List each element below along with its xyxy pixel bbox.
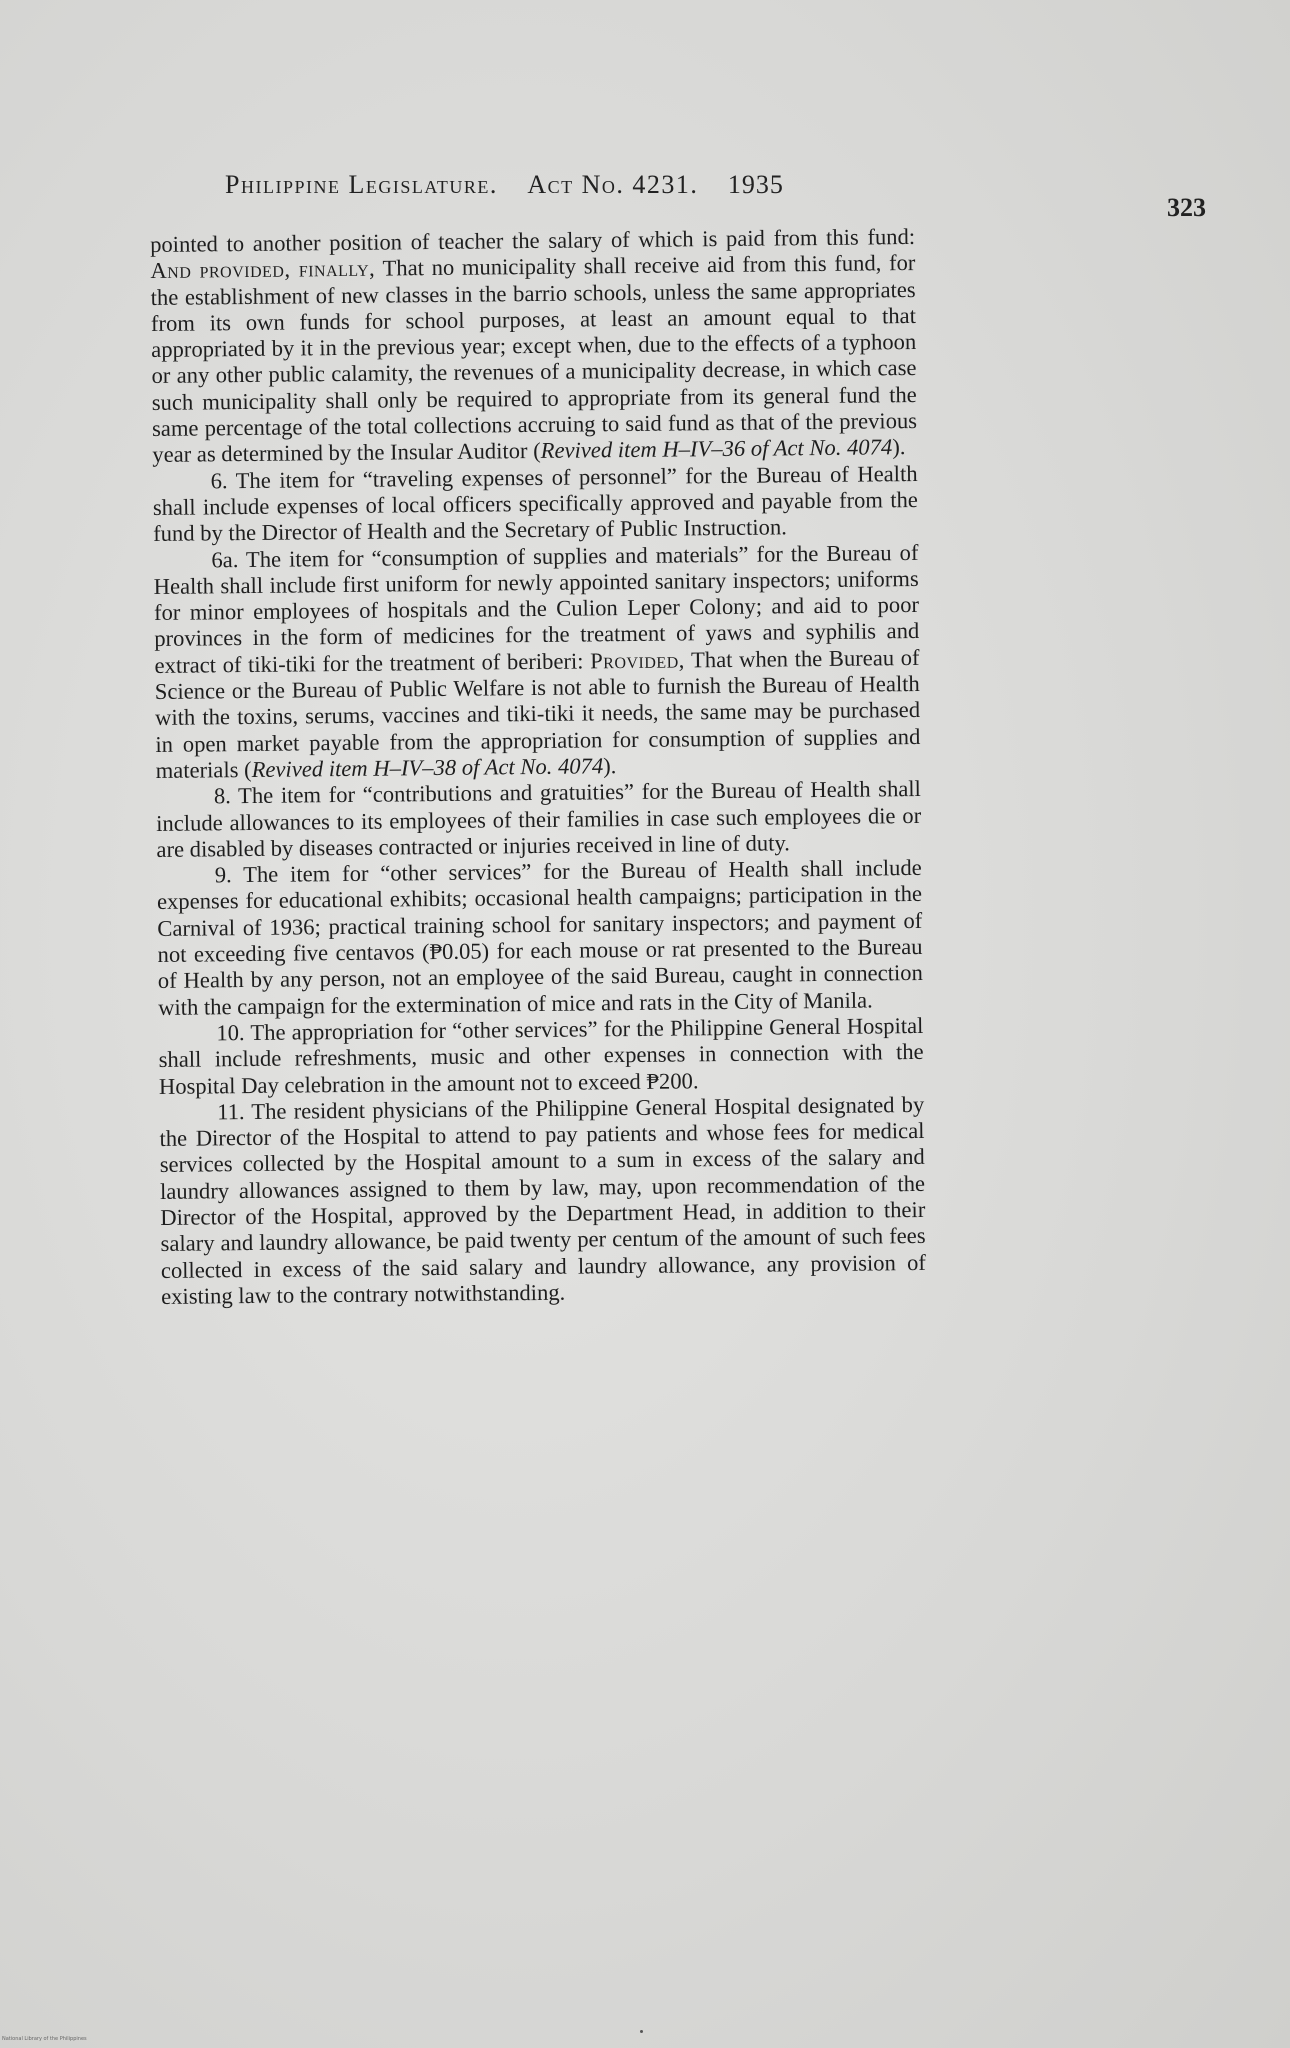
proviso-phrase: Provided, (589, 647, 685, 674)
text-run: 11. The resident physicians of the Philippine General Hospital designated by the Director of the Hospital to attend to pay patients and whose fees for medical services collected by the Hospital amount to a sum in excess of the salary and laundry allowances assigned to them by law, may, upon recommendation of the Director of the Hospital, approved by the Department Head, in addition to their salary and laundry allowance, be paid twenty per centum of the amount of such fees collected in excess of the said salary and laundry allowance, any provision of existing law to the contrary notwithstanding. (159, 1091, 926, 1309)
text-run: 10. The appropriation for “other services” for the Philippine General Hospital shall include refreshments, music and other expenses in connection with the Hospital Day celebration in the amount not to exceed ₱200. (158, 1012, 924, 1099)
text-run: 6a. The item for “consumption of supplies and materials” for the Bureau of Health shall include first uniform for newly appointed sanitary inspectors; uniforms for minor employees of hospitals and the Culion Leper Colony; and aid to poor provinces in the form of medicines for the treatment of yaws and syphilis and extract of tiki-tiki for the treatment of beriberi: (153, 539, 920, 678)
header-act: Act No. 4231. (527, 170, 699, 199)
text-run: 8. The item for “contributions and gratuities” for the Bureau of Health shall include allowances to its employees of their families in case such employees die or are disabled by diseases contracted or injuries received in line of duty. (156, 776, 922, 862)
text-run: 9. The item for “other services” for the Bureau of Health shall include expenses for educational exhibits; occasional health campaigns; participation in the Carnival of 1936; practical training school for sanitary inspectors; and payment of not exceeding five centavos (₱0.05) for each mouse or rat presented to the Bureau of Health by any person, not an employee of the said Bureau, caught in connection with the campaign for the extermination of mice and rats in the City of Manila. (156, 855, 923, 1020)
paragraph-6 (152, 461, 918, 548)
source-note: National Library of the Philippines (2, 2036, 87, 2042)
header-year: 1935 (727, 170, 784, 199)
page-number: 323 (1167, 193, 1206, 222)
running-header (225, 170, 865, 200)
text-run: That no municipality shall receive aid from this fund, for the establishment of new classes in the barrio schools, unless the same appropriates from its own funds for school purposes, at least an amount equal to that appropriated by it in the previous year; except when, due to the effects of a typhoon or any other public calamity, the revenues of a municipality decrease, in which case such municipality shall only be required to appropriate from its general fund the same percentage of the total collections accruing to said fund as that of the previous year as determined by the Insular Auditor ( (150, 250, 918, 468)
paragraph-continuation (150, 224, 917, 469)
text-run: 6. The item for “traveling expenses of personnel” for the Bureau of Health shall include expenses of local officers specifically approved and payable from the fund by the Director of Health and the Secretary of Public Instruction. (152, 460, 918, 547)
paragraph-9 (157, 855, 924, 1021)
header-legislature: Philippine Legislature. (225, 170, 498, 199)
paragraph-6a (153, 540, 920, 785)
text-run: ). (603, 753, 617, 779)
paragraph-8 (156, 776, 922, 863)
proviso-phrase: And provided, finally, (150, 255, 376, 284)
text-run: pointed to another position of teacher the salary of which is paid from this fund: (150, 223, 916, 257)
citation: Revived item H–IV–36 of Act No. 4074 (540, 434, 893, 464)
print-speck (640, 2030, 643, 2033)
paragraph-10 (158, 1013, 924, 1100)
body-text (150, 224, 926, 1310)
text-run: That when the Bureau of Science or the Bureau of Public Welfare is not able to furnish the Bureau of Health with the toxins, serums, vaccines and tiki-tiki it needs, the same may be purchased in open market payable from the appropriation for consumption of supplies and materials ( (154, 644, 921, 783)
paragraph-11 (159, 1092, 926, 1310)
citation: Revived item H–IV–38 of Act No. 4074 (251, 753, 604, 782)
text-run: ). (892, 434, 906, 460)
